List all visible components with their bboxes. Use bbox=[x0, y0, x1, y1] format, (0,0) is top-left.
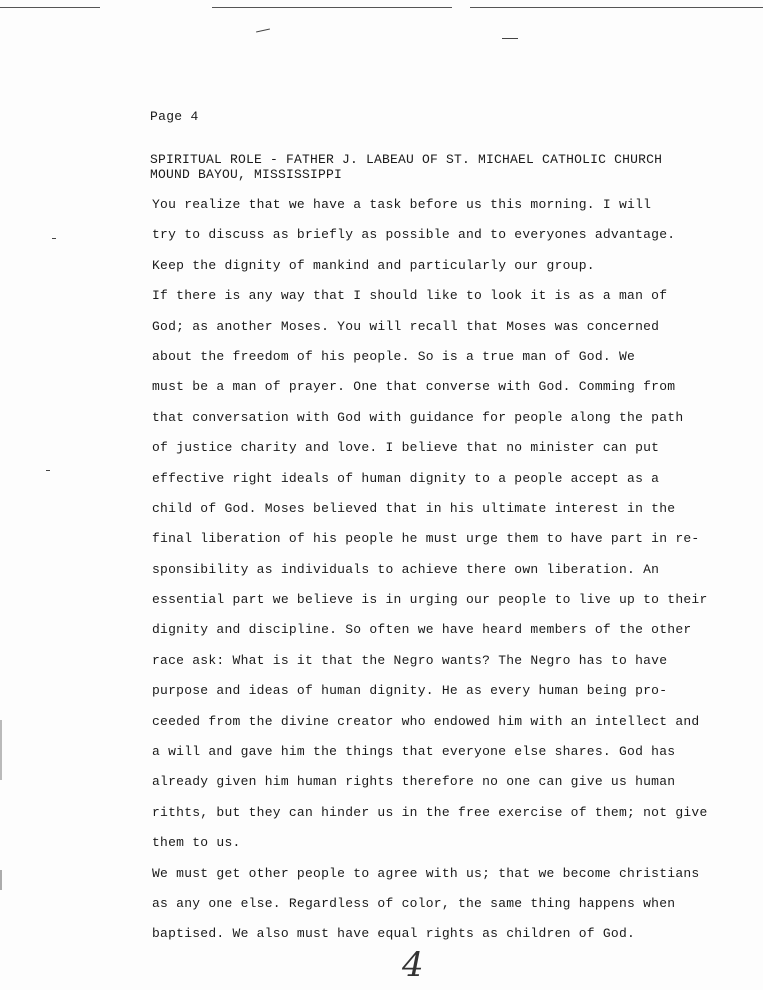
text-line: You realize that we have a task before us this morning. I will bbox=[152, 197, 652, 212]
text-line: already given him human rights therefore no one can give us human bbox=[152, 774, 676, 790]
text-line: child of God. Moses believed that in his ultimate interest in the bbox=[152, 500, 676, 516]
text-line: God; as another Moses. You will recall that Moses was concerned bbox=[152, 318, 660, 334]
text-line: them to us. bbox=[152, 835, 241, 851]
body-text bbox=[152, 196, 708, 956]
text-line: purpose and ideas of human dignity. He as every human being pro- bbox=[152, 683, 668, 699]
text-line: race ask: What is it that the Negro wants? The Negro has to have bbox=[152, 652, 668, 668]
top-edge-rule bbox=[212, 7, 452, 8]
text-line: final liberation of his people he must urge them to have part in re- bbox=[152, 531, 700, 547]
text-line: a will and gave him the things that everyone else shares. God has bbox=[152, 744, 676, 760]
page-label: Page 4 bbox=[150, 109, 199, 124]
text-line: sponsibility as individuals to achieve there own liberation. An bbox=[152, 561, 660, 577]
handwritten-page-number: 4 bbox=[402, 945, 424, 985]
margin-mark bbox=[0, 720, 2, 780]
margin-mark bbox=[0, 870, 2, 890]
text-line: that conversation with God with guidance for people along the path bbox=[152, 409, 684, 425]
text-line: ceeded from the divine creator who endowed him with an intellect and bbox=[152, 713, 700, 729]
text-line: try to discuss as briefly as possible and to everyones advantage. bbox=[152, 227, 676, 243]
top-edge-rule bbox=[470, 7, 763, 8]
scan-speck bbox=[256, 29, 270, 33]
scan-speck bbox=[502, 38, 518, 39]
text-line: We must get other people to agree with us; that we become christians bbox=[152, 865, 700, 881]
text-line: dignity and discipline. So often we have heard members of the other bbox=[152, 622, 692, 638]
text-line: essential part we believe is in urging our people to live up to their bbox=[152, 592, 708, 608]
text-line: Keep the dignity of mankind and particularly our group. bbox=[152, 257, 595, 273]
heading-line: MOUND BAYOU, MISSISSIPPI bbox=[150, 167, 343, 182]
heading-line: SPIRITUAL ROLE - FATHER J. LABEAU OF ST. MICHAEL CATHOLIC CHURCH bbox=[150, 152, 663, 167]
text-line: as any one else. Regardless of color, the same thing happens when bbox=[152, 895, 676, 911]
text-line: about the freedom of his people. So is a true man of God. We bbox=[152, 348, 636, 364]
text-line: baptised. We also must have equal rights as children of God. bbox=[152, 926, 636, 942]
document-heading bbox=[150, 152, 662, 182]
text-line: effective right ideals of human dignity to a people accept as a bbox=[152, 470, 660, 486]
text-line: of justice charity and love. I believe that no minister can put bbox=[152, 440, 660, 456]
text-line: If there is any way that I should like to look it is as a man of bbox=[152, 288, 668, 304]
top-edge-rule bbox=[0, 7, 100, 8]
scan-speck bbox=[52, 238, 56, 239]
scan-speck bbox=[46, 470, 50, 471]
text-line: must be a man of prayer. One that converse with God. Comming from bbox=[152, 379, 676, 395]
text-line: rithts, but they can hinder us in the free exercise of them; not give bbox=[152, 804, 708, 820]
